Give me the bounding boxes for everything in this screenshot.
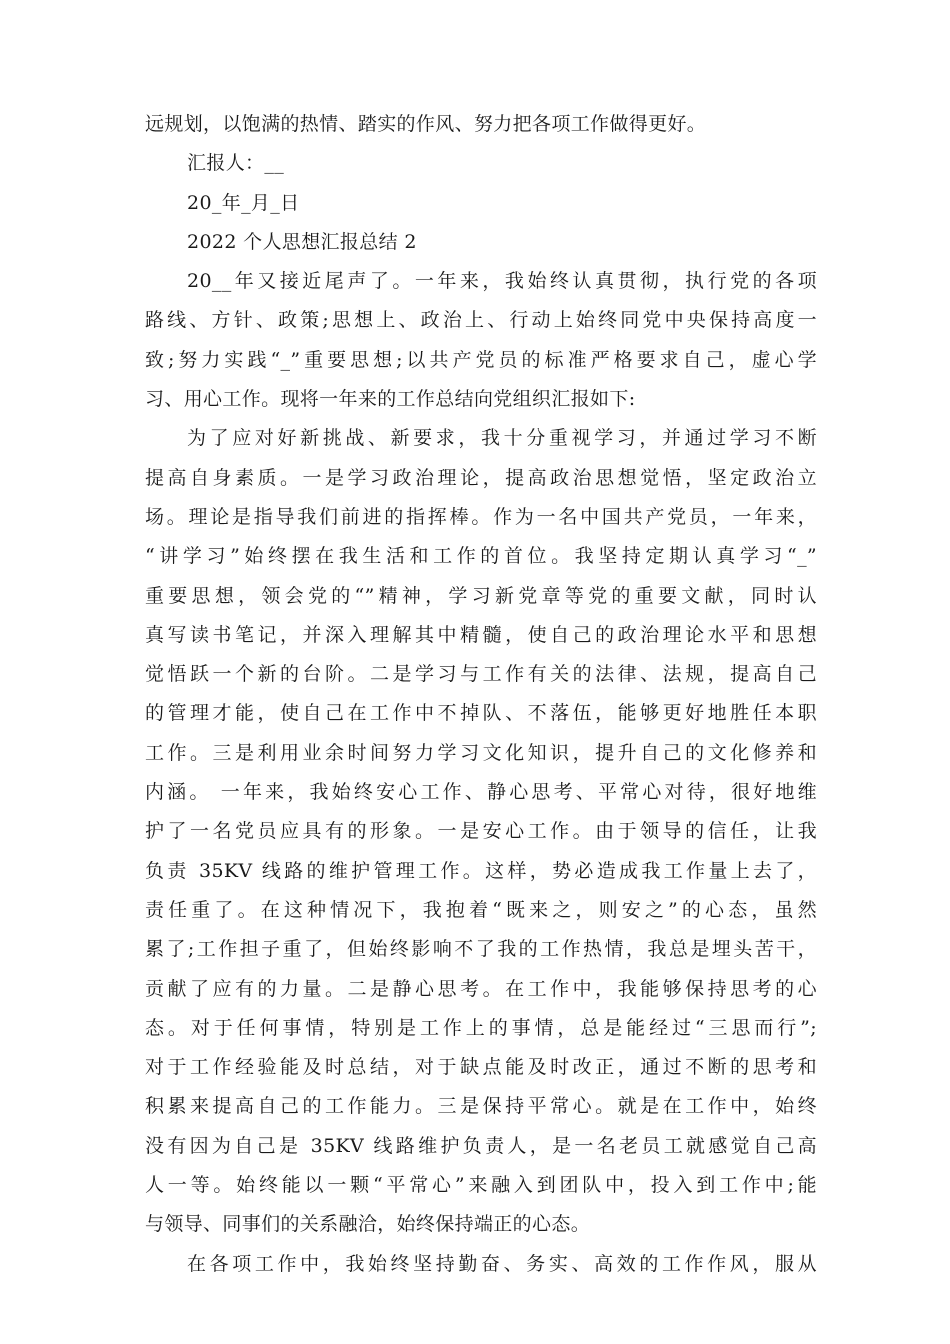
text-line: 工作。三是利用业余时间努力学习文化知识，提升自己的文化修养和 (145, 741, 817, 764)
text-line: “讲学习”始终摆在我生活和工作的首位。我坚持定期认真学习“_” (145, 545, 817, 568)
text-line: 在各项工作中，我始终坚持勤奋、务实、高效的工作作风，服从 (187, 1252, 817, 1275)
text-line: 态。对于任何事情，特别是工作上的事情，总是能经过“三思而行”; (145, 1016, 817, 1039)
text-line: 责任重了。在这种情况下，我抱着“既来之，则安之”的心态，虽然 (145, 898, 817, 921)
text-line: 提高自身素质。一是学习政治理论，提高政治思想觉悟，坚定政治立 (145, 466, 817, 489)
text-line: 累了;工作担子重了，但始终影响不了我的工作热情，我总是埋头苦干， (145, 938, 817, 961)
text-line: 人一等。始终能以一颗“平常心”来融入到团队中，投入到工作中;能 (145, 1174, 817, 1197)
text-line: 护了一名党员应具有的形象。一是安心工作。由于领导的信任，让我 (145, 820, 817, 843)
text-line: 为了应对好新挑战、新要求，我十分重视学习，并通过学习不断 (187, 427, 817, 450)
text-line: 20_年_月_日 (187, 191, 300, 214)
text-line: 内涵。 一年来，我始终安心工作、静心思考、平常心对待，很好地维 (145, 781, 817, 804)
text-line: 路线、方针、政策;思想上、政治上、行动上始终同党中央保持高度一 (145, 309, 817, 332)
text-line: 场。理论是指导我们前进的指挥棒。作为一名中国共产党员，一年来， (145, 505, 817, 528)
text-line: 习、用心工作。现将一年来的工作总结向党组织汇报如下: (145, 388, 636, 411)
text-line: 积累来提高自己的工作能力。三是保持平常心。就是在工作中，始终 (145, 1095, 817, 1118)
text-line: 的管理才能，使自己在工作中不掉队、不落伍，能够更好地胜任本职 (145, 702, 817, 725)
text-line: 负责 35KV 线路的维护管理工作。这样，势必造成我工作量上去了， (145, 859, 817, 882)
text-line: 觉悟跃一个新的台阶。二是学习与工作有关的法律、法规，提高自己 (145, 663, 817, 686)
text-line: 重要思想，领会党的“”精神，学习新党章等党的重要文献，同时认 (145, 584, 817, 607)
text-line: 汇报人：__ (187, 152, 285, 175)
text-line: 对于工作经验能及时总结，对于缺点能及时改正，通过不断的思考和 (145, 1056, 817, 1079)
text-line: 20__年又接近尾声了。一年来，我始终认真贯彻，执行党的各项 (187, 270, 817, 293)
text-line: 与领导、同事们的关系融洽，始终保持端正的心态。 (145, 1213, 591, 1236)
document-body (145, 105, 817, 1284)
text-line: 远规划，以饱满的热情、踏实的作风、努力把各项工作做得更好。 (145, 113, 707, 135)
text-line: 没有因为自己是 35KV 线路维护负责人，是一名老员工就感觉自己高 (145, 1134, 817, 1157)
text-line: 真写读书笔记，并深入理解其中精髓，使自己的政治理论水平和思想 (145, 623, 817, 646)
text-line: 致;努力实践“_”重要思想;以共产党员的标准严格要求自己，虚心学 (145, 348, 817, 371)
text-line: 贡献了应有的力量。二是静心思考。在工作中，我能够保持思考的心 (145, 977, 817, 1000)
text-line: 2022 个人思想汇报总结 2 (187, 230, 417, 253)
